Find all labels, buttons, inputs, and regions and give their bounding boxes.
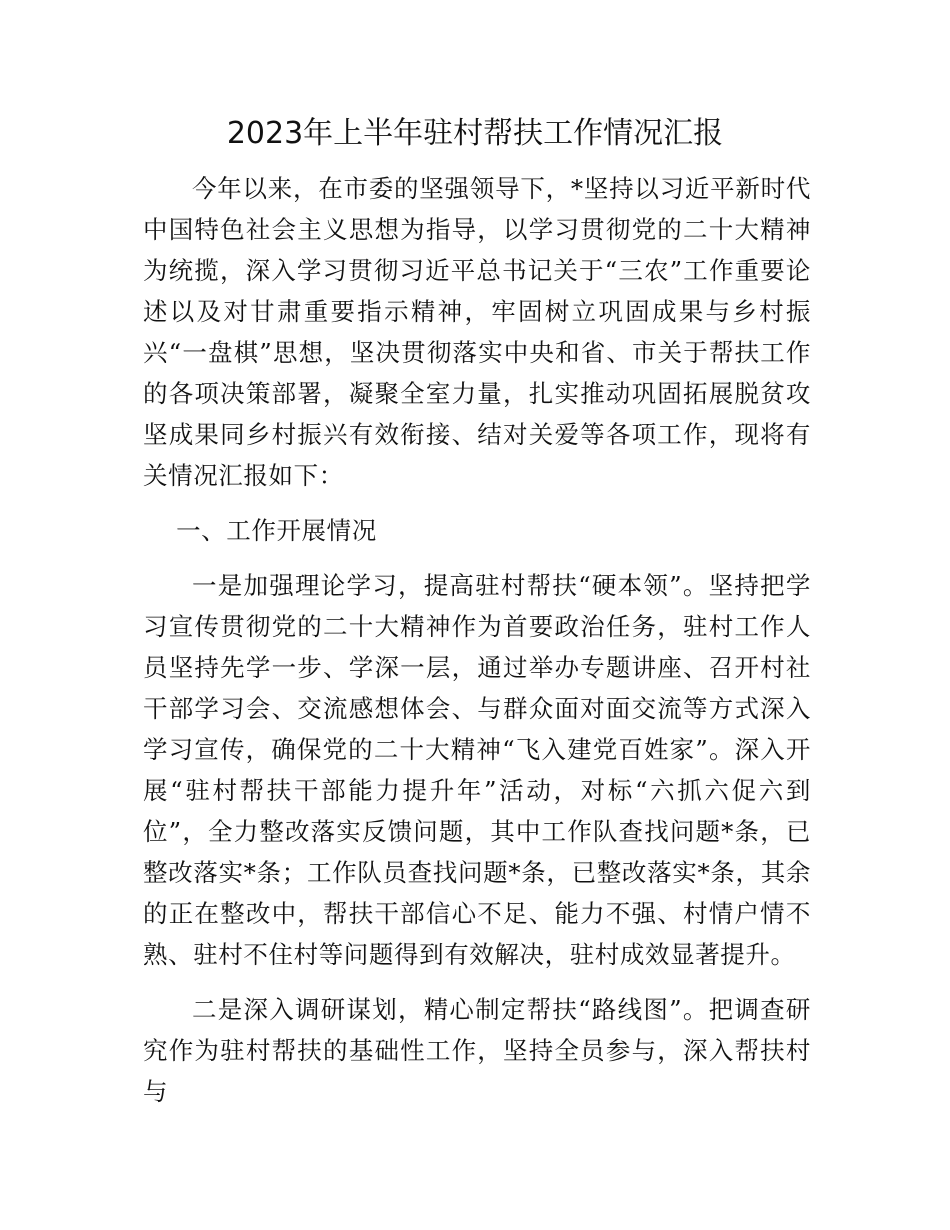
document-title: 2023年上半年驻村帮扶工作情况汇报 — [226, 116, 724, 151]
section-heading: 一、工作开展情况 — [176, 516, 377, 545]
paragraph-research-planning: 二是深入调研谋划，精心制定帮扶“路线图”。把调查研究作为驻村帮扶的基础性工作，坚持全员参与，深入帮扶村与 — [143, 995, 811, 1106]
paragraph-theory-study: 一是加强理论学习，提高驻村帮扶“硬本领”。坚持把学习宣传贯彻党的二十大精神作为首要政治任务，驻村工作人员坚持先学一步、学深一层，通过举办专题讲座、召开村社干部学习会、交流感想体会、与群众面对面交流等方式深入学习宣传，确保党的二十大精神“飞入建党百姓家”。深入开展“驻村帮扶干部能力提升年”活动，对标“六抓六促六到位”，全力整改落实反馈问题，其中工作队查找问题*条，已整改落实*条；工作队员查找问题*条，已整改落实*条，其余的正在整改中，帮扶干部信心不足、能力不强、村情户情不熟、驻村不住村等问题得到有效解决，驻村成效显著提升。 — [143, 571, 811, 969]
intro-paragraph: 今年以来，在市委的坚强领导下，*坚持以习近平新时代中国特色社会主义思想为指导，以学习贯彻党的二十大精神为统揽，深入学习贯彻习近平总书记关于“三农”工作重要论述以及对甘肃重要指示精神，牢固树立巩固成果与乡村振兴“一盘棋”思想，坚决贯彻落实中央和省、市关于帮扶工作的各项决策部署，凝聚全室力量，扎实推动巩固拓展脱贫攻坚成果同乡村振兴有效衔接、结对关爱等各项工作，现将有关情况汇报如下： — [143, 174, 811, 490]
document-body — [143, 168, 811, 1126]
